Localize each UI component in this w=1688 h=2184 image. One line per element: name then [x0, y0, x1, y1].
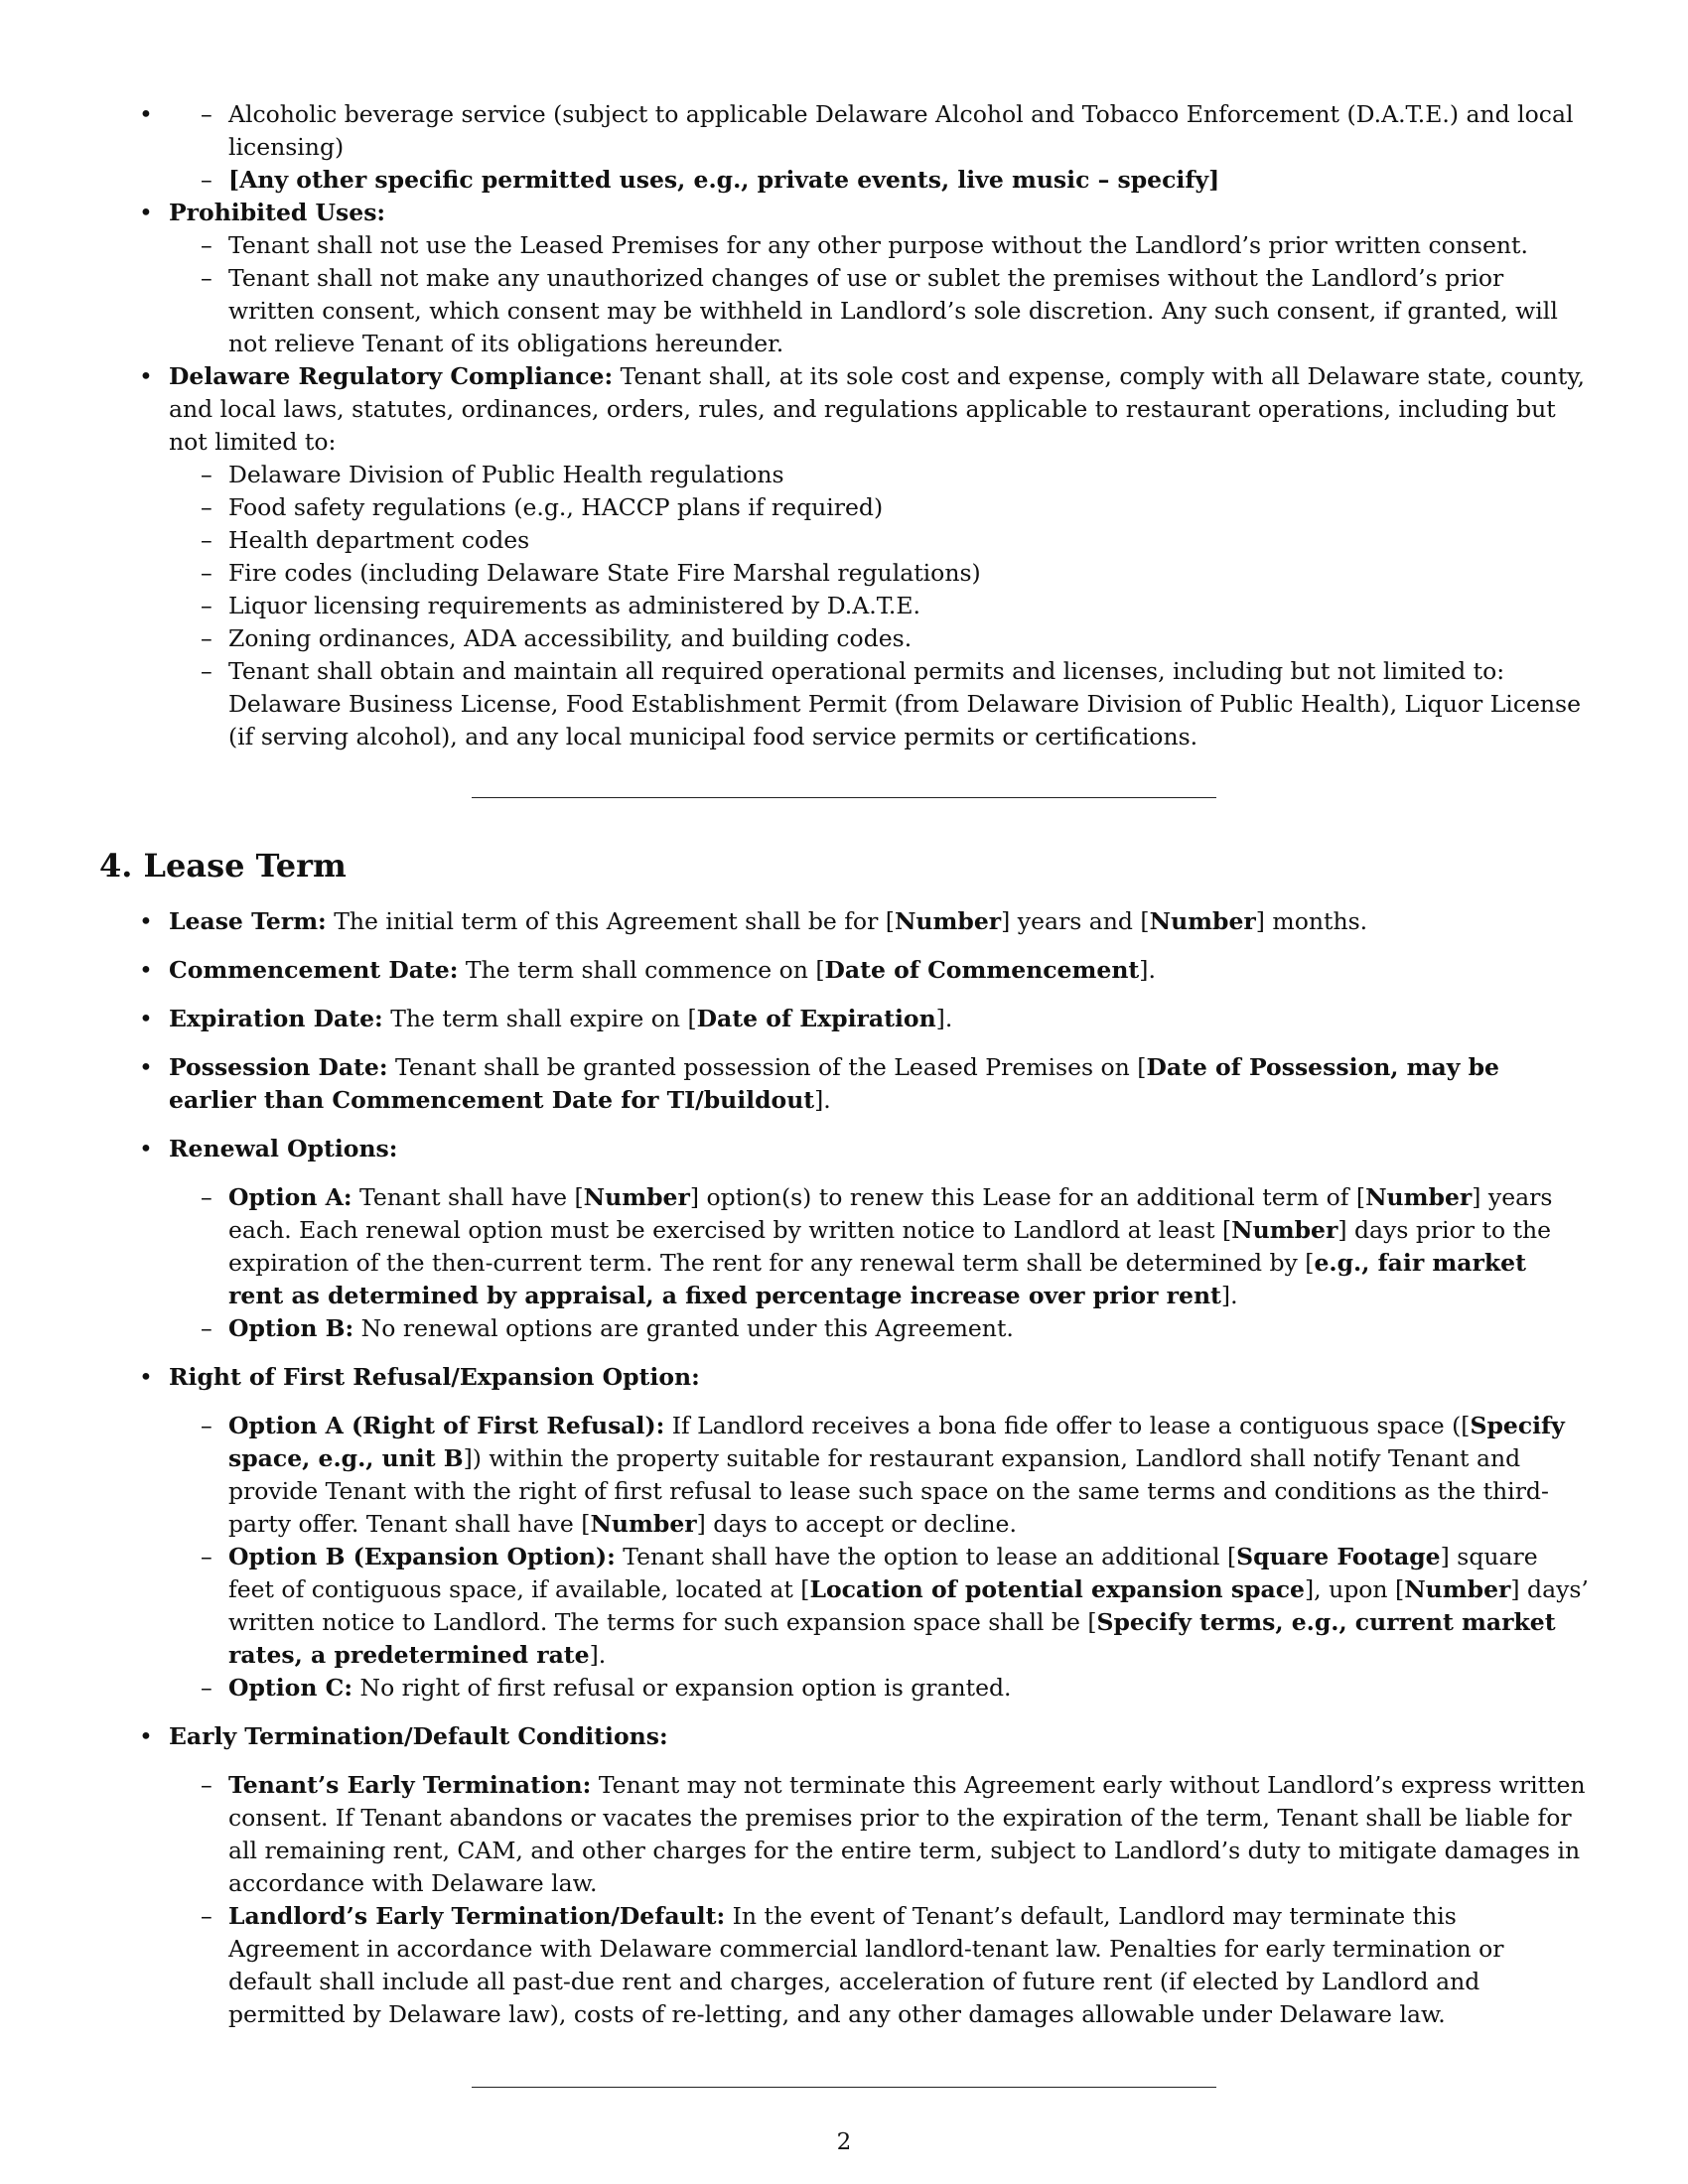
page-number: 2 — [836, 2129, 852, 2155]
list-item: – • Alcoholic beverage service (subject to applicable Delaware Alcohol and Tobacco Enforcement (D.A.T.E.) and local licensing) — [169, 98, 1589, 164]
list-item: – Tenant shall not make any unauthorized changes of use or sublet the premises without the Landlord’s prior written consent, which consent may be withheld in Landlord’s sole discretion. Any such consent, if granted, will not relieve Tenant of its obligations hereunder. — [169, 262, 1589, 360]
rofr-option-c: – Option C: No right of first refusal or expansion option is granted. — [169, 1672, 1589, 1705]
prohibited-uses-heading: Prohibited Uses: — [169, 199, 386, 226]
tenant-early-termination: – Tenant’s Early Termination: Tenant may not terminate this Agreement early without Landlord’s express written consent. If Tenant abandons or vacates the premises prior to the expiration of the term, Tenant shall be liable for all remaining rent, CAM, and other charges for the entire term, subject to Landlord’s duty to mitigate damages in accordance with Delaware law. — [169, 1769, 1589, 1900]
commencement-date-item: • Commencement Date: The term shall commence on [Date of Commencement]. — [99, 954, 1589, 987]
compliance-heading: Delaware Regulatory Compliance: — [169, 362, 614, 390]
landlord-early-termination: – Landlord’s Early Termination/Default: In the event of Tenant’s default, Landlord may terminate this Agreement in accordance with Delaware commercial landlord-tenant law. Penalties for early termination or default shall include all past-due rent and charges, acceleration of future rent (if elected by Landlord and permitted by Delaware law), costs of re-letting, and any other damages allowable under Delaware law. — [169, 1900, 1589, 2031]
list-item: – Zoning ordinances, ADA accessibility, and building codes. — [169, 622, 1589, 655]
permitted-uses-continued — [99, 98, 1589, 197]
section-4-title: 4. Lease Term — [99, 847, 347, 885]
early-termination-item: • Early Termination/Default Conditions: – Tenant’s Early Termination: Tenant may not terminate this Agreement early without Landlord’s express written consent. If Tenant abandons or vacates the premises prior to the expiration of the term, Tenant shall be liable for all remaining rent, CAM, and other charges for the entire term, subject to Landlord’s duty to mitigate damages in accordance with Delaware law. – Landlord’s Early Termination/Default: In the event of Tenant’s default, Landlord may terminate this Agreement in accordance with Delaware commercial landlord-tenant law. Penalties for early termination or default shall include all past-due rent and charges, acceleration of future rent (if elected by Landlord and permitted by Delaware law), costs of re-letting, and any other damages allowable under Delaware law. — [99, 1720, 1589, 2031]
right-of-first-refusal-item: • Right of First Refusal/Expansion Option: – Option A (Right of First Refusal): If Landlord receives a bona fide offer to lease a contiguous space ([Specify space, e.g., unit B]) within the property suitable for restaurant expansion, Landlord shall notify Tenant and provide Tenant with the right of first refusal to lease such space on the same terms and conditions as the third-party offer. Tenant shall have [Number] days to accept or decline. – Option B (Expansion Option): Tenant shall have the option to lease an additional [Square Footage] square feet of contiguous space, if available, located at [Location of potential expansion space], upon [Number] days’ written notice to Landlord. The terms for such expansion space shall be [Specify terms, e.g., current market rates, a predetermined rate]. – Option C: No right of first refusal or expansion option is granted. — [99, 1361, 1589, 1705]
horizontal-rule — [472, 2087, 1216, 2088]
list-item: – Liquor licensing requirements as administered by D.A.T.E. — [169, 590, 1589, 622]
renewal-option-b: – Option B: No renewal options are granted under this Agreement. — [169, 1312, 1589, 1345]
rofr-option-a: – Option A (Right of First Refusal): If Landlord receives a bona fide offer to lease a contiguous space ([Specify space, e.g., unit B]) within the property suitable for restaurant expansion, Landlord shall notify Tenant and provide Tenant with the right of first refusal to lease such space on the same terms and conditions as the third-party offer. Tenant shall have [Number] days to accept or decline. — [169, 1410, 1589, 1541]
horizontal-rule — [472, 797, 1216, 798]
regulatory-compliance-item: • Delaware Regulatory Compliance: Tenant shall, at its sole cost and expense, comply with all Delaware state, county, and local laws, statutes, ordinances, orders, rules, and regulations applicable to restaurant operations, including but not limited to: – Delaware Division of Public Health regulations – Food safety regulations (e.g., HACCP plans if required) – Health department codes – Fire codes (including Delaware State Fire Marshal regulations) – Liquor licensing requirements as administered by D.A.T.E. – Zoning ordinances, ADA accessibility, and building codes. – Tenant shall obtain and maintain all required operational permits and licenses, including but not limited to: Delaware Business License, Food Establishment Permit (from Delaware Division of Public Health), Liquor License (if serving alcohol), and any local municipal food service permits or certifications. — [99, 360, 1589, 753]
expiration-date-item: • Expiration Date: The term shall expire on [Date of Expiration]. — [99, 1003, 1589, 1035]
section-4-body — [99, 905, 1589, 2031]
renewal-options-item: • Renewal Options: – Option A: Tenant shall have [Number] option(s) to renew this Lease for an additional term of [Number] years each. Each renewal option must be exercised by written notice to Landlord at least [Number] days prior to the expiration of the then-current term. The rent for any renewal term shall be determined by [e.g., fair market rent as determined by appraisal, a fixed percentage increase over prior rent]. – Option B: No renewal options are granted under this Agreement. — [99, 1133, 1589, 1345]
list-item: – Tenant shall not use the Leased Premises for any other purpose without the Landlord’s prior written consent. — [169, 229, 1589, 262]
permitted-uses-continuation — [99, 98, 1589, 753]
list-item: – Delaware Division of Public Health regulations — [169, 459, 1589, 491]
renewal-option-a: – Option A: Tenant shall have [Number] option(s) to renew this Lease for an additional term of [Number] years each. Each renewal option must be exercised by written notice to Landlord at least [Number] days prior to the expiration of the then-current term. The rent for any renewal term shall be determined by [e.g., fair market rent as determined by appraisal, a fixed percentage increase over prior rent]. — [169, 1181, 1589, 1312]
list-item: – Food safety regulations (e.g., HACCP plans if required) — [169, 491, 1589, 524]
list-item: – [Any other specific permitted uses, e.g., private events, live music – specify] — [169, 164, 1589, 197]
prohibited-uses-item — [99, 197, 1589, 360]
list-item: – Health department codes — [169, 524, 1589, 557]
list-item: – Fire codes (including Delaware State Fire Marshal regulations) — [169, 557, 1589, 590]
list-item: – Tenant shall obtain and maintain all required operational permits and licenses, including but not limited to: Delaware Business License, Food Establishment Permit (from Delaware Division of Public Health), Liquor License (if serving alcohol), and any local municipal food service permits or certifications. — [169, 655, 1589, 753]
rofr-option-b: – Option B (Expansion Option): Tenant shall have the option to lease an additional [Square Footage] square feet of contiguous space, if available, located at [Location of potential expansion space], upon [Number] days’ written notice to Landlord. The terms for such expansion space shall be [Specify terms, e.g., current market rates, a predetermined rate]. — [169, 1541, 1589, 1672]
possession-date-item: • Possession Date: Tenant shall be granted possession of the Leased Premises on [Date of Possession, may be earlier than Commencement Date for TI/buildout]. — [99, 1051, 1589, 1117]
lease-term-item: • Lease Term: The initial term of this Agreement shall be for [Number] years and [Number] months. — [99, 905, 1589, 938]
